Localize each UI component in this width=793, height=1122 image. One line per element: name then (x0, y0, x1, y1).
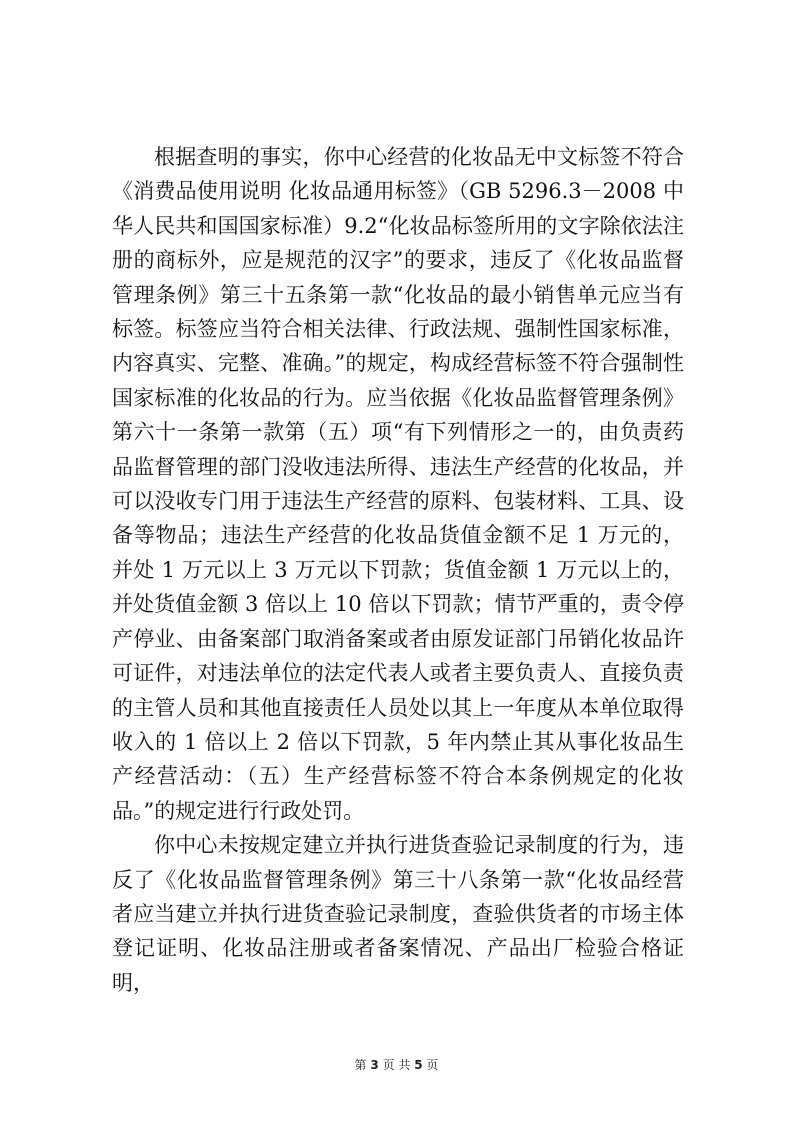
footer-suffix: 页 (426, 1058, 439, 1072)
footer-prefix: 第 (354, 1058, 367, 1072)
footer-middle: 页 共 (382, 1058, 411, 1072)
paragraph-2: 你中心未按规定建立并执行进货查验记录制度的行为，违反了《化妆品监督管理条例》第三十八条第一款“化妆品经营者应当建立并执行进货查验记录制度，查验供货者的市场主体登记证明、化妆品注册或者备案情况、产品出厂检验合格证明， (112, 833, 684, 995)
paragraph-1: 根据查明的事实，你中心经营的化妆品无中文标签不符合《消费品使用说明 化妆品通用标签》（GB 5296.3－2008 中华人民共和国国家标准）9.2“化妆品标签所用的文字除依法注册的商标外，应是规范的汉字”的要求，违反了《化妆品监督管理条例》第三十五条第一款“化妆品的最小销售单元应当有标签。标签应当符合相关法律、行政法规、强制性国家标准，内容真实、完整、准确。”的规定，构成经营标签不符合强制性国家标准的化妆品的行为。应当依据《化妆品监督管理条例》第六十一条第一款第（五）项“有下列情形之一的，由负责药品监督管理的部门没收违法所得、违法生产经营的化妆品，并可以没收专门用于违法生产经营的原料、包装材料、工具、设备等物品；违法生产经营的化妆品货值金额不足 1 万元的，并处 1 万元以上 3 万元以下罚款；货值金额 1 万元以上的，并处货值金额 3 倍以上 10 倍以下罚款；情节严重的，责令停产停业、由备案部门取消备案或者由原发证部门吊销化妆品许可证件，对违法单位的法定代表人或者主要负责人、直接负责的主管人员和其他直接责任人员处以其上一年度从本单位取得收入的 1 倍以上 2 倍以下罚款，5 年内禁止其从事化妆品生产经营活动：（五）生产经营标签不符合本条例规定的化妆品。”的规定进行行政处罚。 (112, 145, 684, 823)
document-body (112, 140, 684, 1000)
footer-current-page: 3 (370, 1058, 379, 1072)
footer-total-pages: 5 (414, 1058, 423, 1072)
page-footer (0, 1056, 793, 1073)
